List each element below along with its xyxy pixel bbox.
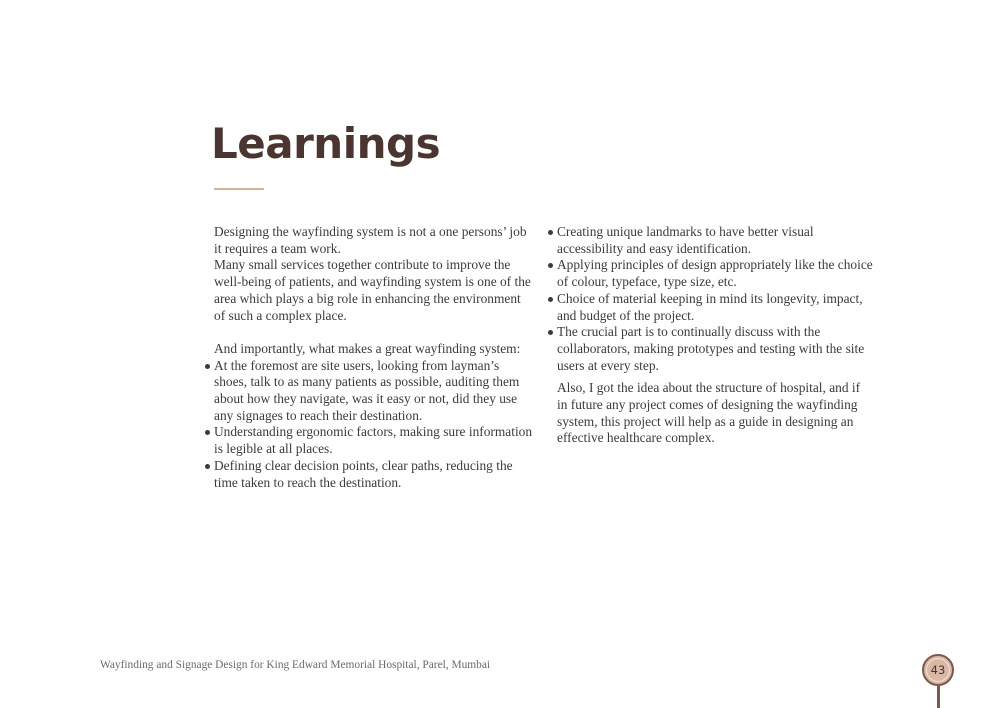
page-number: 43 xyxy=(930,663,946,677)
right-text-column xyxy=(548,224,873,447)
paragraph-spacer xyxy=(214,324,534,341)
footer-project-title: Wayfinding and Signage Design for King Edward Memorial Hospital, Parel, Mumbai xyxy=(100,659,491,671)
page-badge-stem xyxy=(937,686,940,708)
page-title: Learnings xyxy=(211,119,441,168)
intro-paragraph-1: Designing the wayfinding system is not a one persons’ job it requires a team work. xyxy=(214,224,527,256)
list-item: Defining clear decision points, clear paths, reducing the time taken to reach the destination. xyxy=(214,458,534,491)
page-number-badge xyxy=(922,654,954,686)
right-bullet-list xyxy=(548,224,873,374)
list-item: Choice of material keeping in mind its longevity, impact, and budget of the project. xyxy=(548,291,873,324)
intro-paragraph-2: Many small services together contribute to improve the well-being of patients, and wayfinding system is one of the area which plays a big role in enhancing the environment of such a complex place. xyxy=(214,257,531,323)
lead-paragraph: And importantly, what makes a great wayfinding system: xyxy=(214,340,521,356)
left-text-column xyxy=(214,224,534,491)
title-underline-divider xyxy=(214,188,264,190)
left-bullet-list xyxy=(214,358,534,492)
list-item: Understanding ergonomic factors, making sure information is legible at all places. xyxy=(214,424,533,457)
closing-paragraph: Also, I got the idea about the structure of hospital, and if in future any project comes of designing the wayfinding system, this project will help as a guide in designing an effective healthcare complex. xyxy=(557,380,861,446)
list-item: The crucial part is to continually discuss with the collaborators, making prototypes and testing with the site users at every step. xyxy=(548,324,873,374)
list-item: At the foremost are site users, looking from layman’s shoes, talk to as many patients as possible, auditing them about how they navigate, was it easy or not, did they use any signages to reach their destination. xyxy=(214,358,534,425)
list-item: Creating unique landmarks to have better visual accessibility and easy identification. xyxy=(548,224,873,257)
list-item: Applying principles of design appropriately like the choice of colour, typeface, type size, etc. xyxy=(548,257,873,290)
